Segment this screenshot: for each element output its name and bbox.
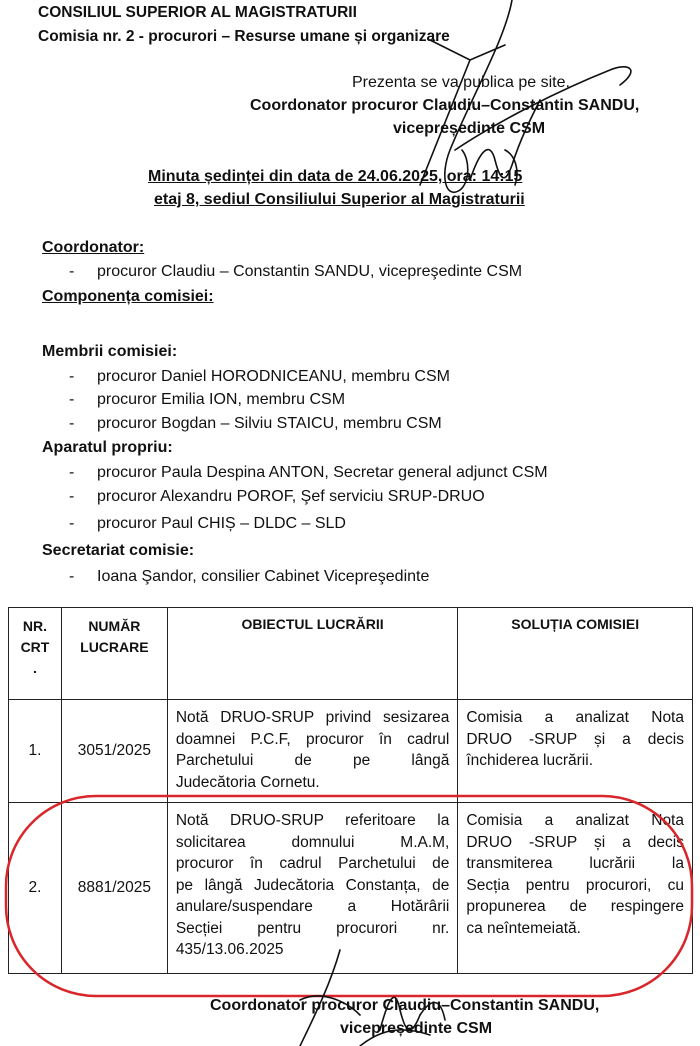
coordinator-name: procuror Claudiu – Constantin SANDU, vicepreşedinte CSM (97, 263, 523, 280)
row-obiect: Notă DRUO-SRUP privind sesizarea doamnei P.C.F, procuror în cadrul Parchetului de pe lângă Judecătoria Cornetu. (167, 700, 458, 803)
secretariat-heading: Secretariat comisie: (42, 542, 195, 559)
minutes-title-line2: etaj 8, sediul Consiliului Superior al Magistraturii (154, 191, 525, 208)
composition-heading: Componența comisiei: (42, 288, 214, 305)
publish-note: Prezenta se va publica pe site, (352, 74, 570, 91)
members-heading: Membrii comisiei: (42, 343, 178, 360)
highlight-ellipse (6, 796, 692, 996)
row-obiect: Notă DRUO-SRUP referitoare la solicitarea domnului M.A.M, procuror în cadrul Parchetului de pe lângă Judecătoria Constanța, de anulare/suspendare a Hotărârii Secției pentru procurori nr. 435/13.06.2025 (167, 803, 458, 974)
col-header-obiect: OBIECTUL LUCRĂRII (167, 608, 458, 700)
footer-role: vicepreședinte CSM (340, 1020, 493, 1037)
staff-heading: Aparatul propriu: (42, 439, 173, 456)
signature-top (420, 0, 631, 192)
row-solutie: Comisia a analizat Nota DRUO -SRUP și a decis închiderea lucrării. (458, 700, 693, 803)
minutes-title-line1: Minuta ședinței din data de 24.06.2025, ora: 14:15 (148, 168, 523, 185)
signature-bottom (300, 950, 445, 1046)
row-solutie: Comisia a analizat Nota DRUO -SRUP și a decis transmiterea lucrării la Secția pentru procurori, cu propunerea de respingere ca neîntemeiată. (458, 803, 693, 974)
approval-role: vicepreședinte CSM (393, 120, 546, 137)
col-header-numar: NUMĂR LUCRARE (61, 608, 167, 700)
col-header-solutia: SOLUȚIA COMISIEI (458, 608, 693, 700)
approval-coordinator: Coordonator procuror Claudiu–Constantin SANDU, (250, 97, 640, 114)
coordinator-heading: Coordonator: (42, 239, 145, 256)
row-numar: 3051/2025 (61, 700, 167, 803)
col-header-nr: NR. CRT . (9, 608, 62, 700)
footer-coordinator: Coordonator procuror Claudiu–Constantin SANDU, (210, 997, 600, 1014)
row-nr: 2. (9, 803, 62, 974)
institution-title: CONSILIUL SUPERIOR AL MAGISTRATURII (38, 4, 357, 21)
row-numar: 8881/2025 (61, 803, 167, 974)
commission-title: Comisia nr. 2 - procurori – Resurse umane și organizare (38, 28, 450, 45)
row-nr: 1. (9, 700, 62, 803)
